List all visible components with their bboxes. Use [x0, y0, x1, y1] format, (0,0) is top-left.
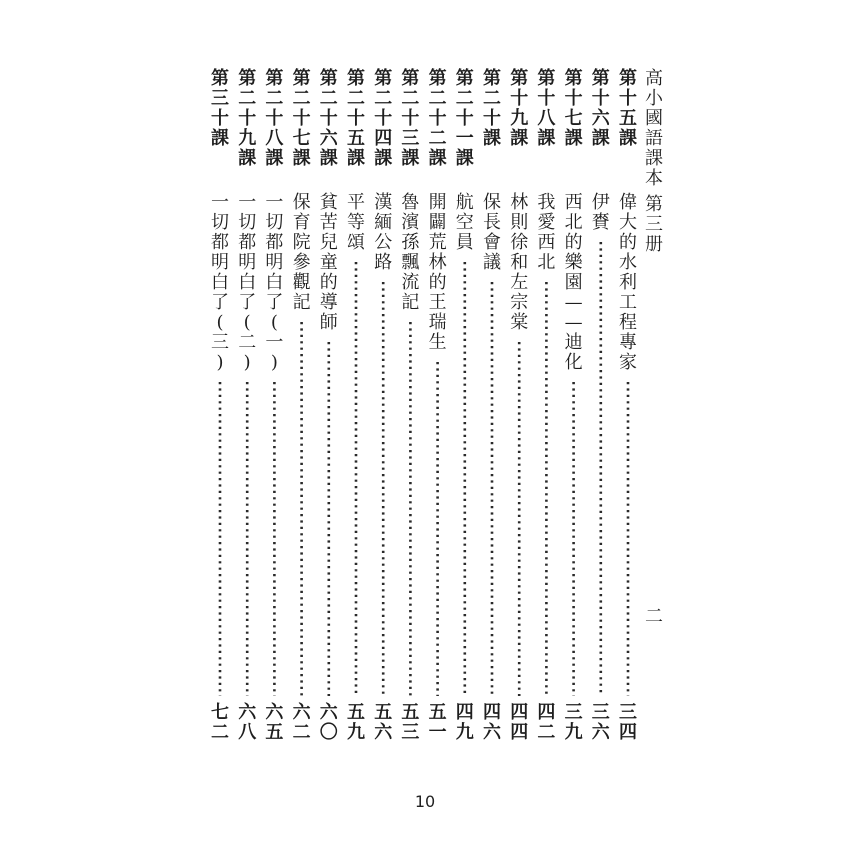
lesson-page [401, 702, 419, 743]
svg-text:册: 册 [645, 234, 663, 255]
svg-text:一: 一 [238, 192, 257, 213]
svg-text:七: 七 [211, 702, 229, 723]
svg-text:二: 二 [537, 722, 556, 743]
toc-entry [510, 67, 528, 743]
svg-text:三: 三 [211, 88, 229, 109]
svg-text:四: 四 [455, 702, 474, 723]
lesson-label [456, 67, 474, 169]
lesson-title [265, 192, 283, 373]
svg-text:師: 師 [319, 312, 338, 333]
svg-text:保: 保 [483, 192, 501, 213]
svg-text:二: 二 [401, 88, 420, 109]
svg-text:徐: 徐 [510, 232, 529, 253]
lesson-title [537, 192, 555, 273]
svg-text:十: 十 [374, 108, 393, 129]
svg-text:—: — [564, 312, 583, 333]
svg-text:第: 第 [238, 68, 257, 89]
svg-text:北: 北 [564, 212, 583, 233]
lesson-label [592, 67, 611, 149]
svg-text:第: 第 [455, 68, 474, 89]
svg-text:課: 課 [510, 128, 529, 149]
svg-text:了: 了 [238, 292, 257, 313]
svg-text:我: 我 [537, 192, 556, 213]
svg-text:一: 一 [211, 192, 229, 213]
svg-text:議: 議 [483, 252, 501, 273]
lesson-label [565, 67, 583, 149]
svg-text:課: 課 [564, 128, 583, 149]
svg-text:林: 林 [510, 192, 529, 213]
svg-text:西: 西 [537, 232, 556, 253]
svg-text:第: 第 [619, 68, 637, 89]
lesson-title [619, 192, 637, 373]
svg-text:課: 課 [401, 148, 420, 169]
svg-text:會: 會 [483, 232, 501, 253]
svg-text:課: 課 [374, 148, 393, 169]
svg-text:〇: 〇 [319, 722, 338, 743]
svg-text:課: 課 [537, 128, 556, 149]
lesson-page [265, 702, 284, 743]
toc-entry [592, 67, 611, 743]
lesson-label [483, 67, 501, 149]
svg-text:漢: 漢 [374, 192, 393, 213]
svg-text:白: 白 [238, 272, 257, 293]
svg-text:宗: 宗 [510, 292, 529, 313]
svg-text:八: 八 [238, 722, 257, 743]
svg-text:二: 二 [428, 128, 447, 149]
book-title [645, 68, 664, 189]
svg-text:三: 三 [211, 332, 229, 353]
svg-text:明: 明 [211, 252, 229, 273]
svg-text:二: 二 [292, 722, 311, 743]
svg-text:大: 大 [619, 212, 637, 233]
svg-text:三: 三 [619, 702, 637, 723]
lesson-label [619, 67, 637, 149]
svg-text:三: 三 [564, 702, 583, 723]
svg-text:四: 四 [537, 702, 556, 723]
svg-text:六: 六 [238, 702, 257, 723]
lesson-title [456, 192, 474, 253]
book-header [645, 68, 664, 627]
svg-text:四: 四 [619, 722, 637, 743]
svg-text:二: 二 [428, 88, 447, 109]
svg-text:九: 九 [238, 128, 257, 149]
svg-text:一: 一 [428, 722, 447, 743]
lesson-label [510, 67, 528, 149]
svg-text:本: 本 [645, 168, 663, 189]
toc-entry [483, 67, 502, 743]
svg-text:切: 切 [238, 212, 257, 233]
lesson-title [293, 192, 311, 313]
svg-text:(: ( [216, 312, 224, 333]
lesson-title [510, 192, 528, 333]
svg-text:第: 第 [483, 68, 501, 89]
lesson-label [293, 67, 311, 169]
toc-entry [265, 67, 284, 743]
svg-text:五: 五 [401, 702, 420, 723]
svg-text:第: 第 [401, 68, 420, 89]
svg-text:十: 十 [428, 108, 447, 129]
svg-text:六: 六 [374, 722, 393, 743]
svg-text:(: ( [270, 312, 278, 333]
svg-text:五: 五 [619, 108, 637, 129]
svg-text:十: 十 [455, 108, 474, 129]
svg-text:小: 小 [645, 88, 663, 109]
lesson-page [238, 702, 257, 743]
toc-entry [565, 67, 584, 743]
svg-text:二: 二 [374, 88, 393, 109]
svg-text:航: 航 [455, 192, 474, 213]
svg-text:伊: 伊 [591, 192, 610, 213]
lesson-label [320, 67, 339, 169]
svg-text:王: 王 [428, 292, 447, 313]
svg-text:第: 第 [591, 68, 610, 89]
svg-text:十: 十 [347, 108, 365, 129]
svg-text:闢: 闢 [428, 212, 447, 233]
svg-text:三: 三 [591, 702, 610, 723]
volume-label [645, 194, 663, 255]
svg-text:都: 都 [265, 232, 284, 253]
svg-text:第: 第 [292, 68, 311, 89]
svg-text:緬: 緬 [374, 212, 393, 233]
svg-text:高: 高 [645, 68, 663, 89]
svg-text:第: 第 [374, 68, 393, 89]
lesson-title [483, 192, 501, 273]
svg-text:九: 九 [455, 722, 474, 743]
svg-text:記: 記 [292, 292, 311, 313]
svg-text:都: 都 [211, 232, 229, 253]
svg-text:賚: 賚 [591, 212, 610, 233]
svg-text:四: 四 [483, 702, 501, 723]
svg-text:第: 第 [347, 68, 365, 89]
lesson-label [537, 67, 556, 149]
lesson-label [374, 67, 392, 169]
svg-text:七: 七 [564, 108, 583, 129]
svg-text:第: 第 [319, 68, 338, 89]
lesson-label [429, 67, 447, 169]
svg-text:語: 語 [645, 128, 663, 149]
svg-text:九: 九 [510, 108, 529, 129]
svg-text:第: 第 [537, 68, 556, 89]
lesson-page [211, 701, 229, 743]
svg-text:課: 課 [619, 128, 637, 149]
svg-text:苦: 苦 [319, 212, 338, 233]
svg-text:十: 十 [401, 108, 420, 129]
svg-text:參: 參 [292, 252, 311, 273]
svg-text:五: 五 [347, 702, 365, 723]
svg-text:的: 的 [428, 272, 447, 293]
svg-text:平: 平 [347, 192, 365, 213]
toc-entry [238, 67, 257, 743]
lesson-page [429, 702, 447, 743]
svg-text:四: 四 [374, 128, 393, 149]
toc-entry [537, 67, 556, 743]
toc-entry [429, 67, 447, 743]
svg-text:開: 開 [428, 192, 447, 213]
svg-text:棠: 棠 [510, 312, 529, 333]
svg-text:課: 課 [265, 148, 284, 169]
svg-text:十: 十 [510, 88, 529, 109]
svg-text:了: 了 [265, 292, 284, 313]
lesson-title [401, 192, 420, 313]
lesson-page [537, 702, 555, 743]
svg-text:白: 白 [211, 272, 229, 293]
svg-text:林: 林 [428, 252, 447, 273]
svg-text:二: 二 [319, 88, 338, 109]
svg-text:課: 課 [591, 128, 610, 149]
lesson-label [401, 67, 419, 169]
svg-text:偉: 偉 [619, 192, 637, 213]
toc-entry [374, 67, 393, 743]
page-number: 10 [414, 792, 436, 811]
svg-text:路: 路 [374, 252, 393, 273]
svg-text:第: 第 [265, 68, 284, 89]
svg-text:利: 利 [619, 272, 637, 293]
svg-text:第: 第 [428, 68, 447, 89]
svg-text:十: 十 [238, 108, 257, 129]
svg-text:六: 六 [319, 128, 338, 149]
lesson-page [320, 702, 339, 743]
lesson-label [347, 67, 365, 169]
lesson-page [293, 702, 312, 743]
svg-text:三: 三 [401, 722, 420, 743]
svg-text:工: 工 [619, 292, 637, 313]
svg-text:六: 六 [591, 108, 610, 129]
svg-text:十: 十 [537, 88, 556, 109]
svg-text:課: 課 [483, 128, 501, 149]
svg-text:二: 二 [238, 332, 257, 353]
svg-text:專: 專 [619, 332, 637, 353]
table-of-contents [211, 67, 637, 743]
svg-text:育: 育 [292, 212, 311, 233]
svg-text:白: 白 [265, 272, 284, 293]
svg-text:五: 五 [428, 702, 447, 723]
svg-text:十: 十 [292, 108, 311, 129]
svg-text:十: 十 [564, 88, 583, 109]
svg-text:十: 十 [211, 108, 229, 129]
svg-text:生: 生 [428, 332, 447, 353]
svg-text:—: — [564, 292, 583, 313]
lesson-title [320, 192, 340, 333]
svg-text:十: 十 [619, 88, 637, 109]
lesson-page [565, 702, 583, 743]
svg-text:飄: 飄 [401, 252, 420, 273]
svg-text:童: 童 [319, 252, 338, 273]
svg-text:第: 第 [564, 68, 583, 89]
svg-text:流: 流 [401, 272, 420, 293]
svg-text:課: 課 [292, 148, 311, 169]
svg-text:明: 明 [238, 252, 257, 273]
svg-text:員: 員 [455, 232, 474, 253]
svg-text:空: 空 [455, 212, 474, 233]
svg-text:課: 課 [645, 148, 663, 169]
svg-text:一: 一 [455, 128, 474, 149]
svg-text:第: 第 [211, 68, 229, 89]
lesson-title [347, 192, 365, 253]
svg-text:院: 院 [292, 232, 311, 253]
svg-text:九: 九 [347, 722, 365, 743]
svg-text:課: 課 [455, 148, 474, 169]
svg-text:魯: 魯 [401, 192, 420, 213]
svg-text:都: 都 [238, 232, 257, 253]
toc-entry [401, 67, 420, 743]
svg-text:五: 五 [374, 702, 393, 723]
svg-text:六: 六 [591, 722, 610, 743]
svg-text:二: 二 [347, 88, 365, 109]
lesson-title [592, 192, 611, 233]
toc-entry [619, 67, 637, 743]
svg-text:濱: 濱 [401, 212, 420, 233]
svg-text:十: 十 [591, 88, 610, 109]
svg-text:十: 十 [265, 108, 284, 129]
svg-text:三: 三 [645, 214, 663, 235]
svg-text:二: 二 [483, 88, 501, 109]
svg-text:課: 課 [319, 148, 338, 169]
svg-text:課: 課 [428, 148, 447, 169]
svg-text:): ) [216, 352, 224, 373]
svg-text:): ) [243, 352, 251, 373]
svg-text:水: 水 [619, 252, 637, 273]
toc-entry [456, 67, 474, 743]
svg-text:頌: 頌 [347, 232, 365, 253]
lesson-page [510, 702, 528, 743]
svg-text:家: 家 [619, 352, 637, 373]
svg-text:明: 明 [265, 252, 284, 273]
svg-text:孫: 孫 [401, 232, 420, 253]
svg-text:課: 課 [211, 128, 229, 149]
svg-text:十: 十 [319, 108, 338, 129]
svg-text:二: 二 [455, 88, 474, 109]
svg-text:記: 記 [401, 292, 420, 313]
svg-text:國: 國 [645, 108, 663, 129]
svg-text:九: 九 [564, 722, 583, 743]
svg-text:公: 公 [374, 232, 393, 253]
svg-text:課: 課 [347, 148, 365, 169]
svg-text:五: 五 [265, 722, 284, 743]
svg-text:一: 一 [265, 192, 284, 213]
svg-text:二: 二 [292, 88, 311, 109]
svg-text:切: 切 [211, 212, 229, 233]
lesson-page [483, 702, 502, 743]
svg-text:西: 西 [564, 192, 583, 213]
svg-text:四: 四 [510, 702, 529, 723]
svg-text:二: 二 [211, 722, 229, 743]
lesson-page [347, 702, 365, 743]
lesson-page [592, 702, 611, 743]
svg-text:五: 五 [347, 128, 365, 149]
svg-text:課: 課 [238, 148, 257, 169]
lesson-title [429, 192, 447, 353]
svg-text:一: 一 [265, 332, 284, 353]
svg-text:): ) [270, 352, 278, 373]
svg-text:愛: 愛 [537, 212, 556, 233]
svg-text:則: 則 [510, 212, 529, 233]
svg-text:程: 程 [619, 312, 637, 333]
svg-text:導: 導 [319, 292, 338, 313]
lesson-title [238, 192, 256, 373]
svg-text:長: 長 [483, 212, 501, 233]
svg-text:瑞: 瑞 [428, 312, 447, 333]
page-marker [645, 606, 663, 627]
svg-text:六: 六 [292, 702, 311, 723]
svg-text:第: 第 [510, 68, 529, 89]
lesson-page [456, 702, 474, 743]
lesson-title [211, 192, 229, 373]
lesson-page [374, 702, 393, 743]
toc-entry [347, 67, 365, 743]
svg-text:二: 二 [238, 88, 257, 109]
svg-text:樂: 樂 [564, 252, 583, 273]
svg-text:園: 園 [564, 272, 583, 293]
toc-entry [320, 67, 340, 743]
svg-text:北: 北 [537, 252, 556, 273]
svg-text:六: 六 [319, 702, 338, 723]
svg-text:左: 左 [510, 272, 529, 293]
svg-text:觀: 觀 [292, 272, 311, 293]
lesson-label [211, 67, 229, 149]
lesson-page [619, 702, 637, 743]
svg-text:保: 保 [292, 192, 311, 213]
svg-text:八: 八 [265, 128, 284, 149]
lesson-title [565, 192, 584, 373]
svg-text:四: 四 [510, 722, 529, 743]
toc-entry [211, 67, 229, 743]
svg-text:等: 等 [347, 212, 365, 233]
svg-text:荒: 荒 [428, 232, 447, 253]
svg-text:切: 切 [265, 212, 284, 233]
svg-text:七: 七 [292, 128, 311, 149]
svg-text:兒: 兒 [319, 232, 338, 253]
svg-text:(: ( [243, 312, 251, 333]
svg-text:的: 的 [319, 272, 338, 293]
svg-text:八: 八 [537, 108, 556, 129]
svg-text:迪: 迪 [564, 332, 583, 353]
svg-text:十: 十 [483, 108, 501, 129]
lesson-title [374, 192, 392, 273]
svg-text:了: 了 [211, 292, 229, 313]
lesson-label [265, 67, 284, 169]
svg-text:和: 和 [510, 252, 529, 273]
svg-text:貧: 貧 [319, 192, 338, 213]
svg-text:的: 的 [619, 232, 637, 253]
svg-text:三: 三 [401, 128, 420, 149]
svg-text:化: 化 [564, 352, 583, 373]
svg-text:第: 第 [645, 194, 663, 215]
toc-entry [293, 67, 312, 743]
svg-text:六: 六 [483, 722, 501, 743]
svg-text:二: 二 [645, 606, 663, 627]
lesson-label [238, 67, 256, 169]
svg-text:六: 六 [265, 702, 284, 723]
svg-text:的: 的 [564, 232, 583, 253]
svg-text:二: 二 [265, 88, 284, 109]
